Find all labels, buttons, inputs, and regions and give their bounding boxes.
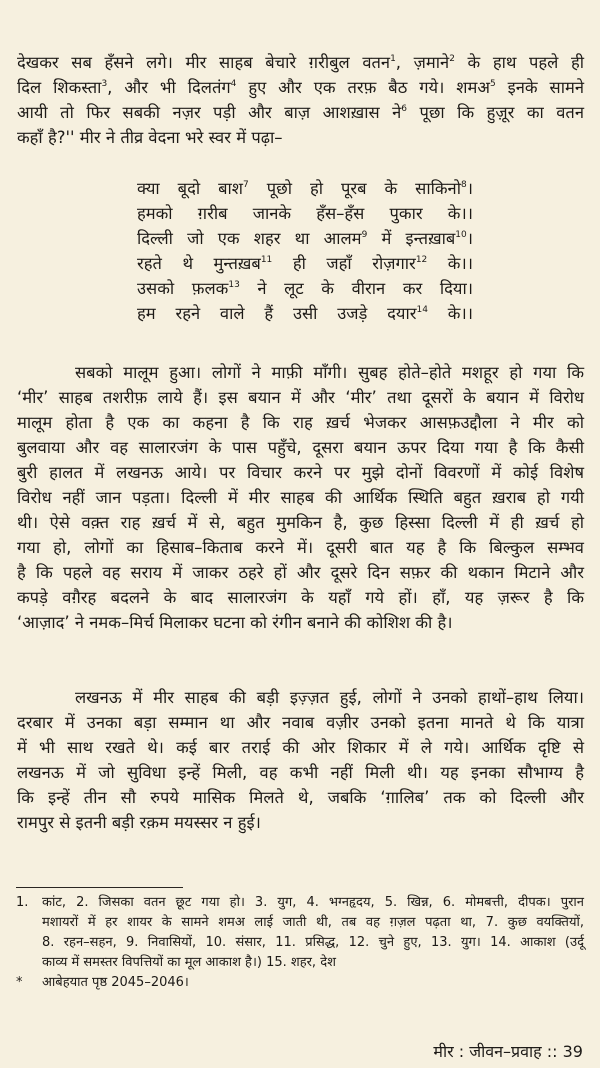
poem-line <box>137 226 473 251</box>
paragraph-line <box>17 510 584 535</box>
footnote-line: आबेहयात पृष्ठ 2045–2046। <box>42 975 189 990</box>
paragraph-line <box>17 125 584 150</box>
footnote-divider <box>16 887 183 888</box>
text-run: ही जहाँ रोज़गार <box>272 254 416 273</box>
footnote-ref: 7 <box>243 180 249 190</box>
paragraph-line <box>17 535 584 560</box>
paragraph-line <box>17 485 584 510</box>
paragraph-line <box>17 785 584 810</box>
text-run: आयी तो फिर सबकी नज़र पड़ी और बाज़ आशख़ास ने <box>17 103 402 122</box>
footnote-ref: 9 <box>361 230 368 240</box>
footnote-ref: 5 <box>490 79 496 89</box>
text-run: बुरी हालत में लखनऊ आये। पर विचार करने पर मुझे दोनों विवरणों में कोई विशेष <box>17 463 584 482</box>
poem-line <box>137 201 473 226</box>
text-run: मालूम होता है एक का कहना है कि राह ख़र्च भेजकर आसफ़उद्दौला ने मीर को <box>17 413 584 432</box>
text-run: । <box>466 229 473 248</box>
paragraph-line <box>17 410 584 435</box>
text-run: कपड़े वग़ैरह बदलने के बाद सालारजंग के यहाँ गये हों। हाँ, यह ज़रूर है कि <box>17 588 584 607</box>
text-run: लखनऊ में जो सुविधा इन्हें मिली, वह कभी नहीं मिली थी। यह इनका सौभाग्य है <box>17 763 584 782</box>
text-run: कि इन्हें तीन सौ रुपये मासिक मिलते थे, जबकि ‘ग़ालिब’ तक को दिल्ली और <box>17 788 584 807</box>
text-run: , और भी दिलतंग <box>107 78 231 97</box>
footnote-ref: 13 <box>228 280 240 290</box>
text-run: के।। <box>427 304 473 323</box>
text-run: उसको फ़लक <box>137 279 229 298</box>
text-run: गया हो, लोगों का हिसाब–किताब करने में। दूसरी बात यह है कि बिल्कुल सम्भव <box>17 538 584 557</box>
paragraph-line <box>17 810 584 835</box>
paragraph-line <box>17 710 584 735</box>
paragraph-line <box>17 610 584 635</box>
footnote-line: कांट, 2. जिसका वतन छूट गया हो। 3. युग, 4. भग्नहृदय, 5. खिन्न, 6. मोमबत्ती, दीपक। पुरान <box>42 895 584 910</box>
text-run: के।। <box>427 254 473 273</box>
footnote-marker: 1. <box>16 895 29 910</box>
text-run: ‘मीर’ साहब तशरीफ़ लाये हैं। इस बयान में और ‘मीर’ तथा दूसरों के बयान में विरोध <box>17 388 584 407</box>
paragraph-line <box>17 460 584 485</box>
poem-line <box>137 251 473 276</box>
text-run: देखकर सब हँसने लगे। मीर साहब बेचारे ग़रीबुल वतन <box>17 53 391 72</box>
footnote-ref: 2 <box>449 54 455 64</box>
footnote-ref: 14 <box>416 305 428 315</box>
footnote-ref: 8 <box>460 180 467 190</box>
text-run: में इन्तख़ाब <box>367 229 456 248</box>
page-footer: मीर : जीवन–प्रवाह :: 39 <box>433 1042 583 1061</box>
footnote-marker: * <box>16 975 23 990</box>
paragraph-line <box>17 685 584 710</box>
text-run: । <box>466 179 473 198</box>
paragraph-line <box>17 760 584 785</box>
paragraph-line <box>17 385 584 410</box>
text-run: रहते थे मुन्तख़ब <box>137 254 261 273</box>
text-run: बुलवाया और वह सालारजंग के पास पहुँचे, दूसरा बयान ऊपर दिया गया है कि कैसी <box>17 438 584 457</box>
text-run: इनके सामने <box>495 78 585 97</box>
footnote-ref: 6 <box>401 104 408 114</box>
paragraph-line <box>17 585 584 610</box>
text-run: दरबार में उनका बड़ा सम्मान था और नवाब वज़ीर उनको इतना मानते थे कि यात्रा <box>17 713 584 732</box>
text-run: पूछो हो पूरब के साकिनो <box>248 179 461 198</box>
text-run: थी। ऐसे वक़्त राह ख़र्च में से, बहुत मुमकिन है, कुछ हिस्सा दिल्ली में ही ख़र्च हो <box>17 513 584 532</box>
poem-line <box>137 301 473 326</box>
text-run: रामपुर से इतनी बड़ी रक़म मयस्सर न हुई। <box>17 813 261 832</box>
poem-line <box>137 176 473 201</box>
footnote-line: काव्य में समस्तर विपत्तियों का मूल आकाश है।) 15. शहर, देश <box>42 955 336 970</box>
paragraph-line <box>17 50 584 75</box>
paragraph-line <box>17 560 584 585</box>
footnote-ref: 12 <box>415 255 428 265</box>
text-run: दिल शिकस्ता <box>17 78 102 97</box>
footnote-ref: 10 <box>455 230 467 240</box>
text-run: विरोध नहीं जान पड़ता। दिल्ली में मीर साहब की आर्थिक स्थिति बहुत ख़राब हो गयी <box>17 488 584 507</box>
text-run: क्या बूदो बाश <box>137 179 244 198</box>
text-run: के हाथ पहले ही <box>454 53 585 72</box>
text-run: है कि पहले वह सराय में जाकर ठहरे हों और दूसरे दिन सफ़र की थकान मिटाने और <box>17 563 584 582</box>
text-run: , ज़माने <box>395 53 450 72</box>
paragraph-line <box>17 735 584 760</box>
footnote-ref: 1 <box>390 54 396 64</box>
text-run: दिल्ली जो एक शहर था आलम <box>137 229 362 248</box>
footnote-line: 8. रहन–सहन, 9. निवासियों, 10. संसार, 11. प्रसिद्ध, 12. चुने हुए, 13. युग। 14. आकाश (उर्दू <box>42 935 584 950</box>
footnote-line: मशायरों में हर शायर के सामने शमअ लाई जाती थी, तब वह ग़ज़ल पढ़ता था, 7. कुछ वयक्तियों, <box>42 915 584 930</box>
paragraph-line <box>17 435 584 460</box>
footnote-ref: 3 <box>101 79 108 89</box>
paragraph-line <box>17 100 584 125</box>
text-run: में भी साथ रखते थे। कई बार तराई की ओर शिकार में ले गये। आर्थिक दृष्टि से <box>17 738 584 757</box>
paragraph-line <box>17 75 584 100</box>
text-run: हुए और एक तरफ़ बैठ गये। शमअ <box>236 78 490 97</box>
text-run: ‘आज़ाद’ ने नमक–मिर्च मिलाकर घटना को रंगीन बनाने की कोशिश की है। <box>17 613 453 632</box>
poem-line <box>137 276 473 301</box>
paragraph-line <box>17 360 584 385</box>
footnote-ref: 11 <box>260 255 273 265</box>
text-run: लखनऊ में मीर साहब की बड़ी इज़्ज़त हुई, लोगों ने उनको हाथों–हाथ लिया। <box>75 688 584 707</box>
text-run: हमको ग़रीब जानके हँस–हँस पुकार के।। <box>137 204 473 223</box>
text-run: कहाँ है?'' मीर ने तीव्र वेदना भरे स्वर में पढ़ा– <box>17 128 283 147</box>
footnote-ref: 4 <box>230 79 237 89</box>
text-run: पूछा कि हुज़ूर का वतन <box>407 103 584 122</box>
text-run: हम रहने वाले हैं उसी उजड़े दयार <box>137 304 417 323</box>
text-run: सबको मालूम हुआ। लोगों ने माफ़ी माँगी। सुबह होते–होते मशहूर हो गया कि <box>75 363 584 382</box>
text-run: ने लूट के वीरान कर दिया। <box>239 279 474 298</box>
